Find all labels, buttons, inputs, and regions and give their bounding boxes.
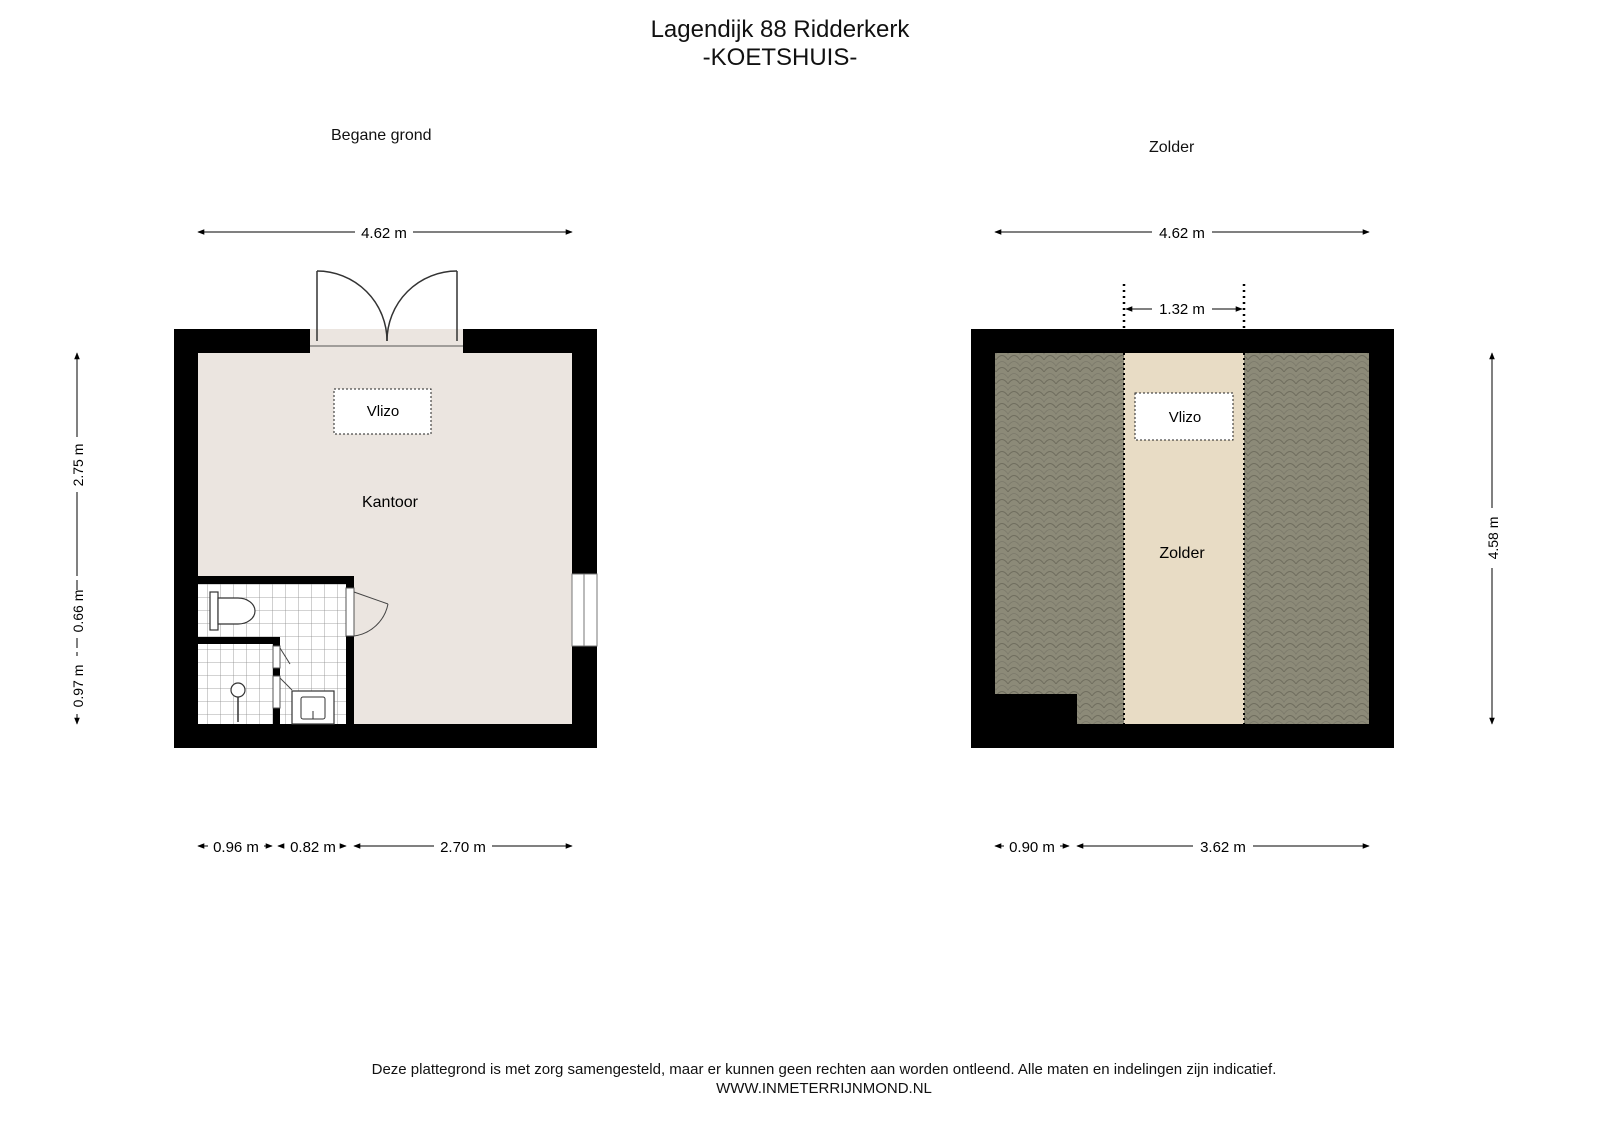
toilet-divider-wall: [198, 637, 280, 644]
ground-floor-label: Begane grond: [331, 127, 432, 144]
disclaimer-text: Deze plattegrond is met zorg samengesteld, maar er kunnen geen rechten aan worden ontleend. Alle maten en indelingen zijn indicatief.: [371, 1061, 1277, 1078]
plan-subtitle: -KOETSHUIS-: [702, 44, 858, 71]
attic-width-dim: 4.62 m: [1159, 225, 1205, 242]
ground-left-dim-mid: 0.66 m: [70, 589, 86, 633]
sink-icon: [292, 691, 334, 724]
ground-left-dim-top: 2.75 m: [70, 443, 86, 487]
attic-hatch-label: Vlizo: [1168, 409, 1202, 426]
attic-inner-width-dim: 1.32 m: [1159, 301, 1205, 318]
roof-slope-left-lower: [1077, 694, 1124, 724]
ground-bottom-dim-3: 2.70 m: [440, 839, 486, 856]
ground-hatch-label: Vlizo: [366, 403, 400, 420]
ground-left-dim-bottom: 0.97 m: [70, 664, 86, 708]
roof-slope-right: [1244, 353, 1369, 724]
attic-bottom-dim-1: 0.90 m: [1009, 839, 1055, 856]
kantoor-label: Kantoor: [361, 494, 419, 511]
ground-width-dim: 4.62 m: [361, 225, 407, 242]
attic-bottom-dim-2: 3.62 m: [1200, 839, 1246, 856]
ground-bottom-dim-1: 0.96 m: [213, 839, 259, 856]
bathroom-top-wall: [198, 576, 354, 584]
website-link[interactable]: WWW.INMETERRIJNMOND.NL: [716, 1080, 932, 1097]
attic-floor-label: Zolder: [1149, 139, 1195, 156]
roof-slope-left: [995, 353, 1124, 694]
zolder-room-label: Zolder: [1159, 545, 1205, 562]
ground-bottom-dim-2: 0.82 m: [290, 839, 336, 856]
attic-floor-plan: [971, 329, 1394, 748]
plan-title: Lagendijk 88 Ridderkerk: [650, 16, 910, 43]
attic-right-dim: 4.58 m: [1485, 516, 1501, 560]
ground-floor-plan: [174, 271, 597, 748]
